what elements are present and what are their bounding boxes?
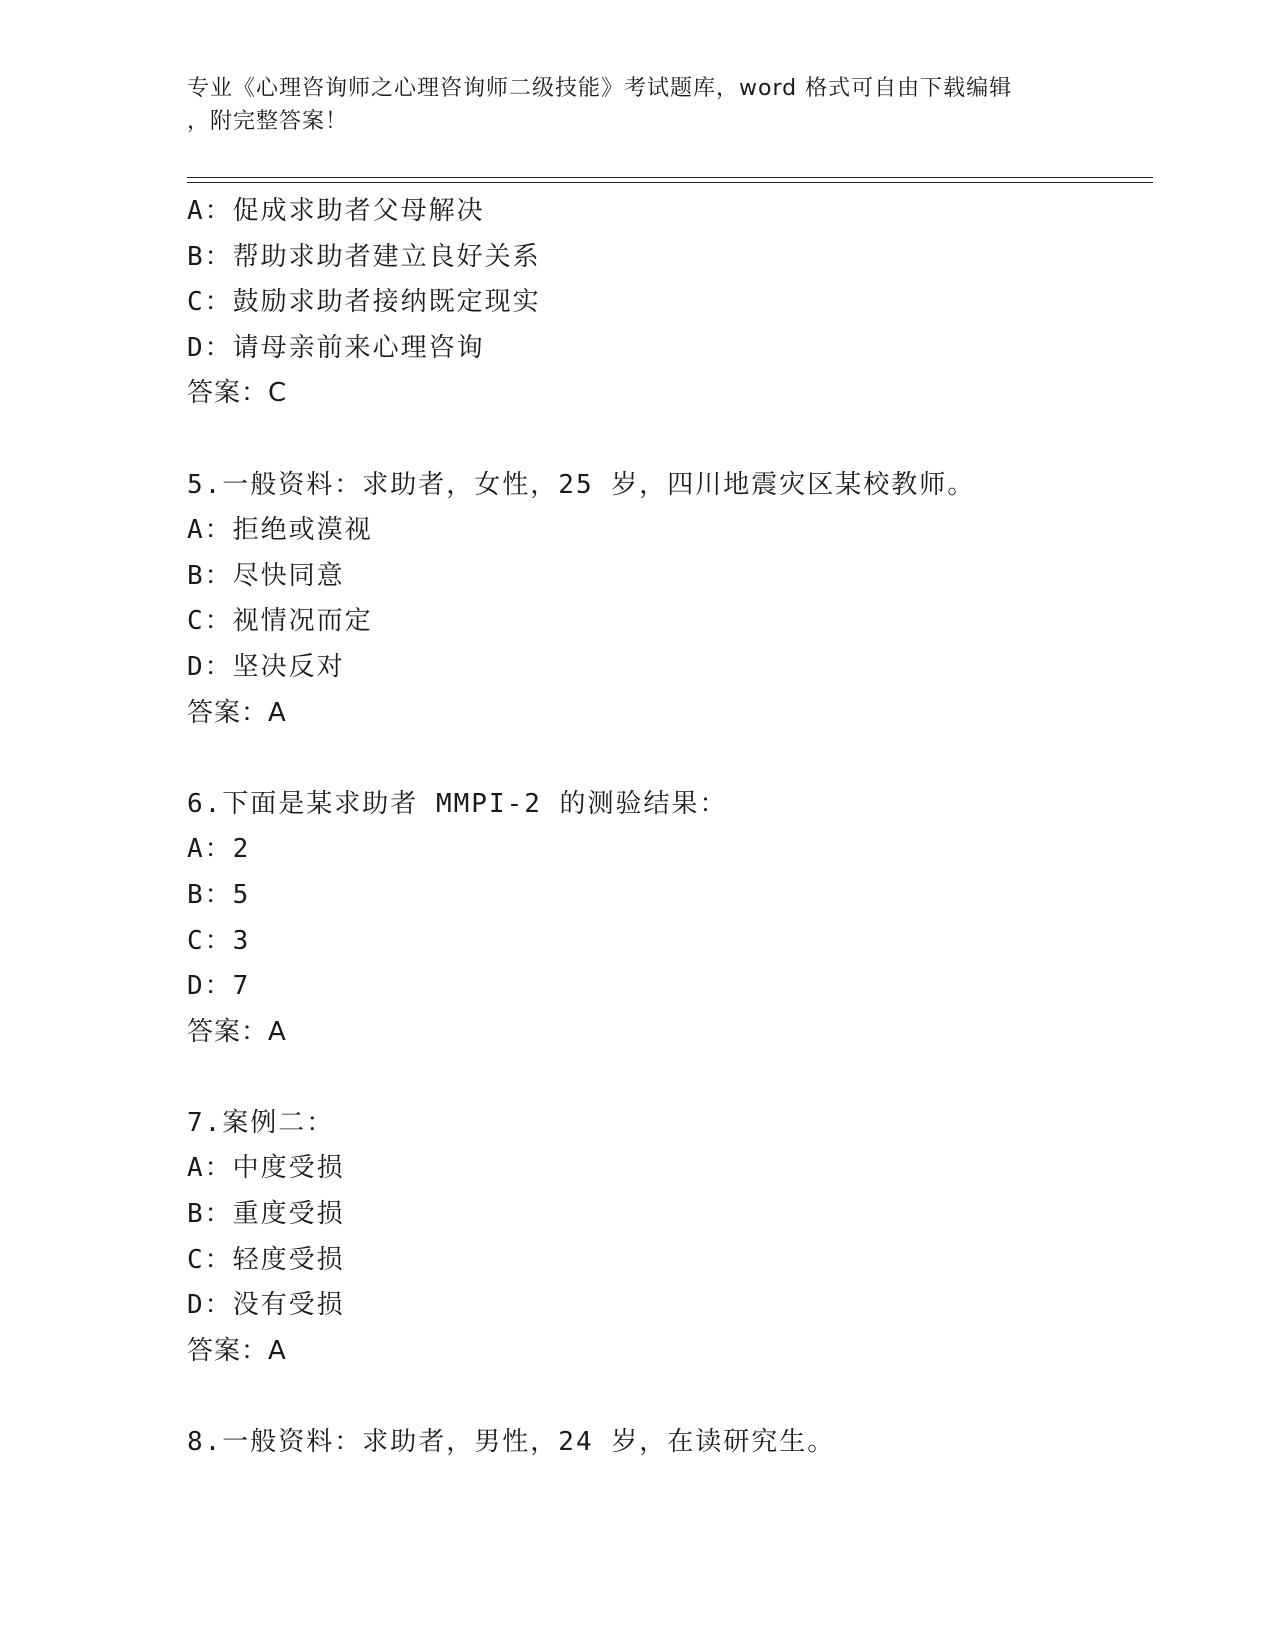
header-line-2: ，附完整答案！: [187, 109, 349, 134]
question-block-4: [187, 189, 1153, 417]
option-a: A：中度受损: [187, 1153, 345, 1184]
answer: 答案：C: [187, 378, 288, 409]
answer: 答案：A: [187, 1335, 287, 1366]
option-c: C：轻度受损: [187, 1244, 345, 1275]
option-c: C：视情况而定: [187, 606, 373, 637]
question-list: [187, 189, 1153, 1466]
option-d: D：7: [187, 971, 251, 1002]
option-b: B：尽快同意: [187, 560, 345, 591]
option-d: D：坚决反对: [187, 651, 345, 682]
option-c: C：鼓励求助者接纳既定现实: [187, 287, 541, 318]
question-text: 7.案例二：: [187, 1107, 335, 1138]
header-line-1: 专业《心理咨询师之心理咨询师二级技能》考试题库，word 格式可自由下载编辑: [187, 76, 1013, 101]
header-rule-bottom: [187, 182, 1153, 183]
question-block-5: [187, 463, 1153, 737]
question-text: 6.下面是某求助者 MMPI-2 的测验结果：: [187, 788, 728, 819]
option-d: D：请母亲前来心理咨询: [187, 332, 485, 363]
header-rule-top: [187, 177, 1153, 178]
option-d: D：没有受损: [187, 1290, 345, 1321]
question-block-7: [187, 1101, 1153, 1375]
option-b: B：重度受损: [187, 1199, 345, 1230]
answer: 答案：A: [187, 697, 287, 728]
option-b: B：5: [187, 879, 251, 910]
question-block-6: [187, 782, 1153, 1056]
document-header: [187, 72, 1087, 138]
option-a: A：拒绝或漠视: [187, 515, 373, 546]
question-text: 8.一般资料：求助者，男性，24 岁，在读研究生。: [187, 1427, 836, 1458]
option-a: A：促成求助者父母解决: [187, 196, 485, 226]
option-c: C：3: [187, 925, 251, 956]
option-a: A：2: [187, 834, 251, 865]
question-block-8: [187, 1420, 1153, 1466]
option-b: B：帮助求助者建立良好关系: [187, 241, 541, 272]
answer: 答案：A: [187, 1016, 287, 1047]
question-text: 5.一般资料：求助者，女性，25 岁，四川地震灾区某校教师。: [187, 469, 976, 500]
